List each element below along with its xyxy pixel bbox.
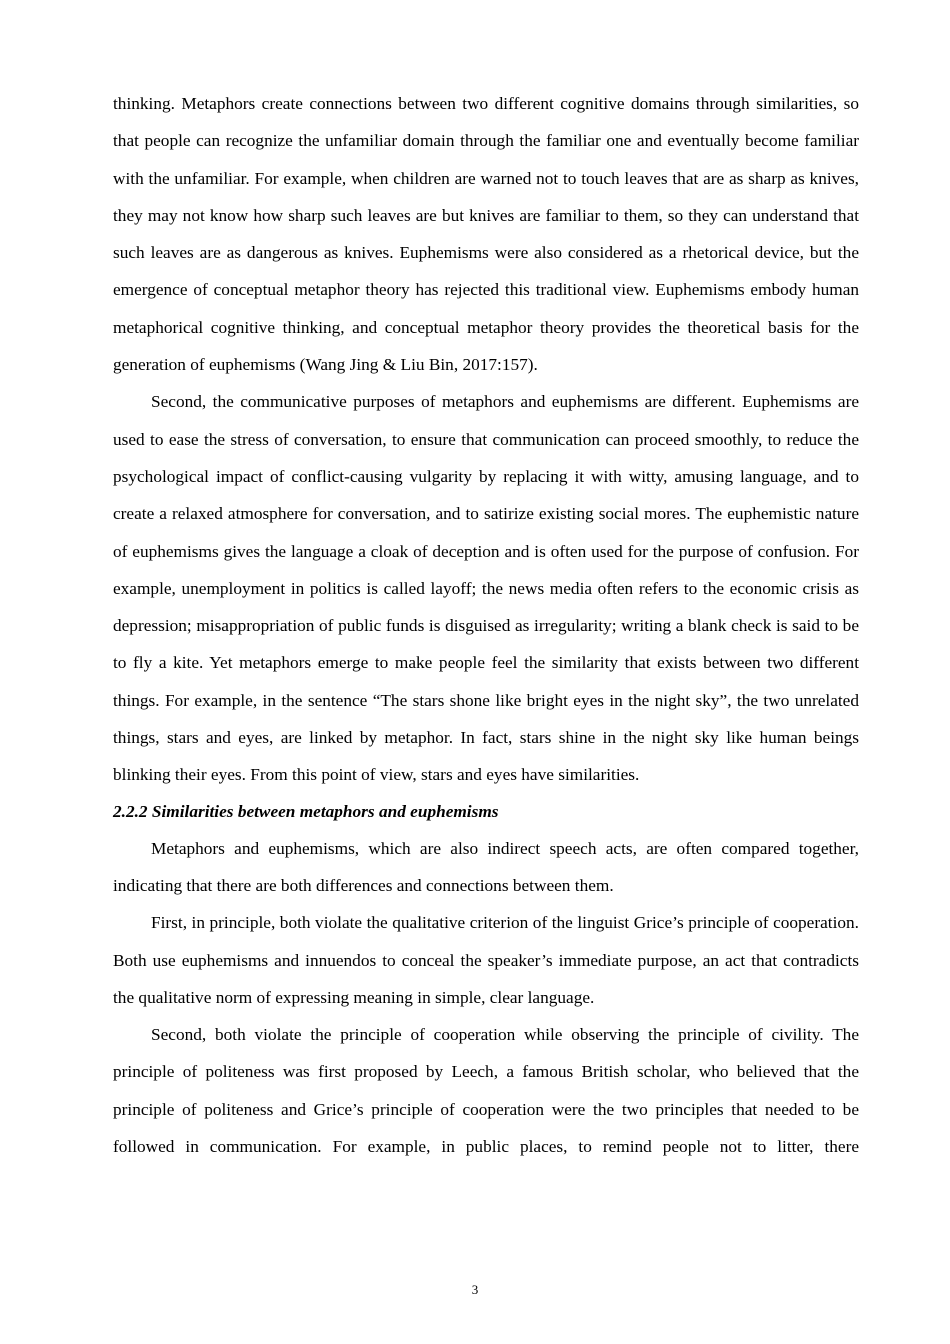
page-number: 3	[471, 1282, 479, 1297]
section-heading: 2.2.2 Similarities between metaphors and euphemisms	[113, 801, 499, 821]
body-paragraph: Metaphors and euphemisms, which are also indirect speech acts, are often compared together, indicating that there are both differences and connections between them.	[113, 838, 859, 895]
document-page	[113, 85, 859, 1165]
body-paragraph: First, in principle, both violate the qualitative criterion of the linguist Grice’s principle of cooperation. Both use euphemisms and innuendos to conceal the speaker’s immediate purpose, an act that contradicts the qualitative norm of expressing meaning in simple, clear language.	[113, 913, 859, 1007]
body-paragraph: Second, the communicative purposes of metaphors and euphemisms are different. Euphemisms are used to ease the stress of conversation, to ensure that communication can proceed smoothly, to reduce the psychological impact of conflict-causing vulgarity by replacing it with witty, amusing language, and to create a relaxed atmosphere for conversation, and to satirize existing social mores. The euphemistic nature of euphemisms gives the language a cloak of deception and is often used for the purpose of confusion. For example, unemployment in politics is called layoff; the news media often refers to the economic crisis as depression; misappropriation of public funds is disguised as irregularity; writing a blank check is said to be to fly a kite. Yet metaphors emerge to make people feel the similarity that exists between two different things. For example, in the sentence “The stars shone like bright eyes in the night sky”, the two unrelated things, stars and eyes, are linked by metaphor. In fact, stars shine in the night sky like human beings blinking their eyes. From this point of view, stars and eyes have similarities.	[113, 392, 859, 785]
body-paragraph-continued: thinking. Metaphors create connections between two different cognitive domains through similarities, so that people can recognize the unfamiliar domain through the familiar one and eventually become familiar with the unfamiliar. For example, when children are warned not to touch leaves that are as sharp as knives, they may not know how sharp such leaves are but knives are familiar to them, so they can understand that such leaves are as dangerous as knives. Euphemisms were also considered as a rhetorical device, but the emergence of conceptual metaphor theory has rejected this traditional view. Euphemisms embody human metaphorical cognitive thinking, and conceptual metaphor theory provides the theoretical basis for the generation of euphemisms (Wang Jing & Liu Bin, 2017:157).	[113, 94, 859, 375]
body-paragraph-continues: Second, both violate the principle of cooperation while observing the principle of civility. The principle of politeness was first proposed by Leech, a famous British scholar, who believed that the principle of politeness and Grice’s principle of cooperation were the two principles that needed to be followed in communication. For example, in public places, to remind people not to litter, there	[113, 1025, 859, 1157]
